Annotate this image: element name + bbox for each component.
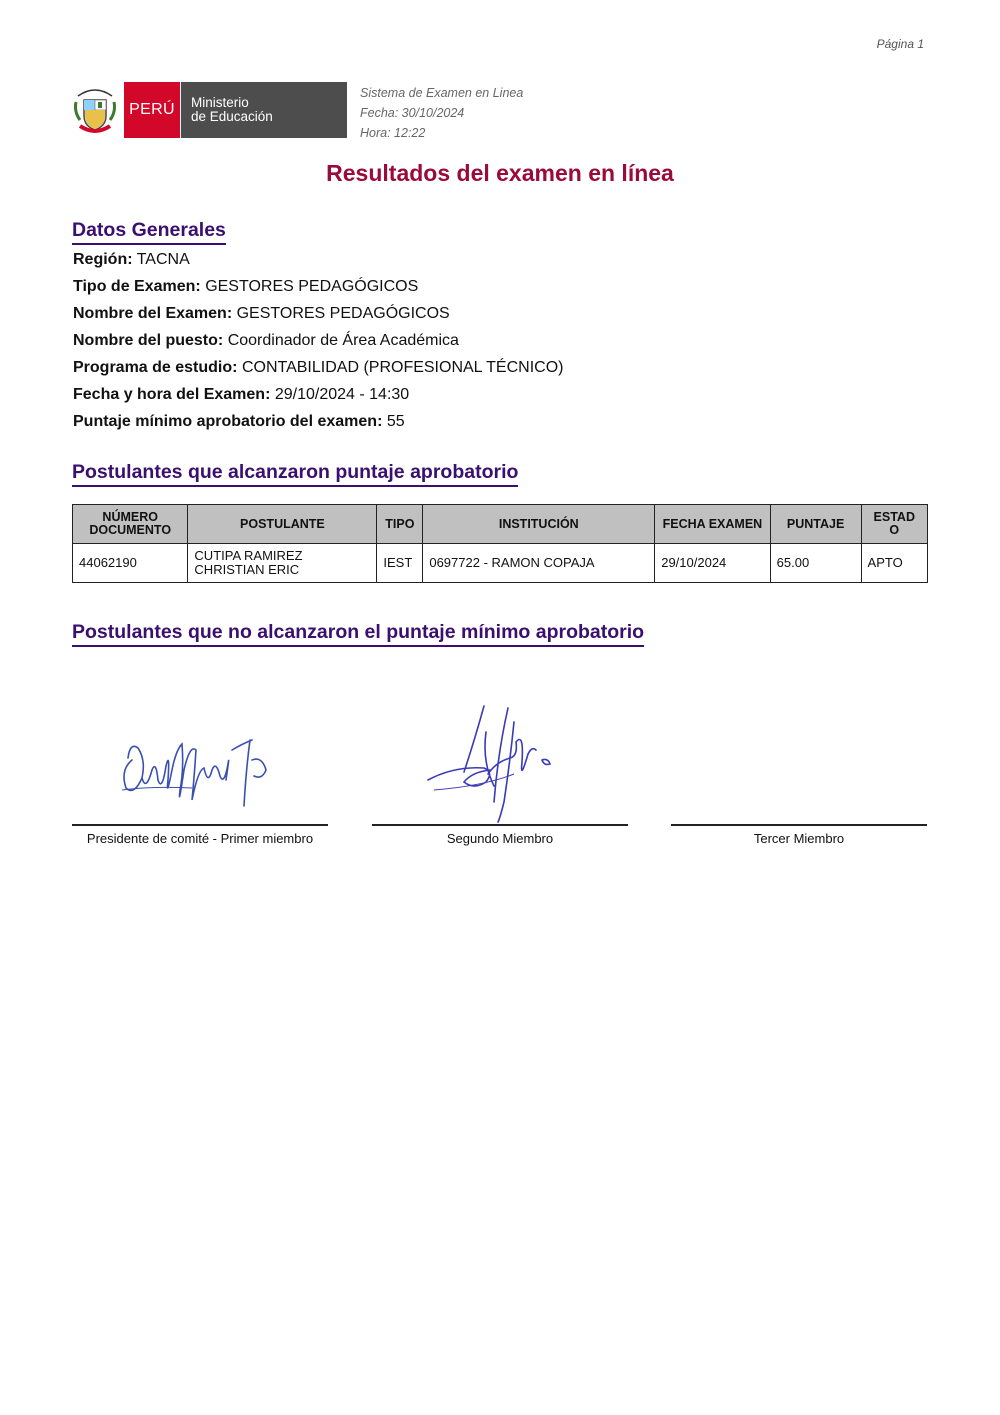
peru-logo-block: PERÚ (124, 82, 180, 138)
ministry-name-block (181, 82, 347, 138)
field-value: TACNA (136, 251, 190, 268)
field-position-name (73, 327, 563, 354)
field-exam-name (73, 300, 563, 327)
system-info (360, 83, 523, 143)
field-value: Coordinador de Área Académica (227, 332, 459, 349)
col-score: PUNTAJE (770, 505, 861, 544)
col-institution: INSTITUCIÓN (423, 505, 655, 544)
cell-exam-date: 29/10/2024 (655, 544, 770, 583)
field-label: Tipo de Examen: (73, 278, 201, 295)
first-signature-icon (112, 730, 282, 822)
ministry-name-line1: Ministerio (191, 95, 249, 110)
col-applicant: POSTULANTE (188, 505, 377, 544)
signature-block-third (671, 824, 927, 846)
general-data-heading: Datos Generales (72, 218, 226, 245)
signature-line (72, 824, 328, 826)
approved-results-table (72, 504, 928, 583)
col-exam-date: FECHA EXAMEN (655, 505, 770, 544)
cell-status: APTO (861, 544, 927, 583)
cell-institution: 0697722 - RAMON COPAJA (423, 544, 655, 583)
signature-label-third: Tercer Miembro (753, 831, 845, 846)
field-label: Región: (73, 251, 133, 268)
field-label: Nombre del Examen: (73, 305, 233, 322)
col-type: TIPO (377, 505, 423, 544)
field-exam-datetime (73, 381, 563, 408)
signature-label-first: Presidente de comité - Primer miembro (86, 831, 314, 846)
field-label: Nombre del puesto: (73, 332, 224, 349)
cell-type: IEST (377, 544, 423, 583)
field-region (73, 246, 563, 273)
print-time: Hora: 12:22 (360, 126, 426, 140)
cell-applicant: CUTIPA RAMIREZ CHRISTIAN ERIC (188, 544, 377, 583)
field-label: Puntaje mínimo aprobatorio del examen: (73, 413, 383, 430)
ministry-logo (72, 82, 347, 138)
field-value: GESTORES PEDAGÓGICOS (205, 278, 419, 295)
field-study-program (73, 354, 563, 381)
general-data-fields (73, 246, 563, 435)
print-date: Fecha: 30/10/2024 (360, 106, 465, 120)
not-approved-heading: Postulantes que no alcanzaron el puntaje mínimo aprobatorio (72, 620, 644, 647)
coat-of-arms-icon (72, 82, 118, 138)
table-header-row (73, 505, 928, 544)
table-row (73, 544, 928, 583)
field-value: 55 (386, 413, 405, 430)
field-value: 29/10/2024 - 14:30 (274, 386, 410, 403)
system-name: Sistema de Examen en Linea (360, 86, 524, 100)
cell-score: 65.00 (770, 544, 861, 583)
field-label: Programa de estudio: (73, 359, 238, 376)
field-value: CONTABILIDAD (PROFESIONAL TÉCNICO) (241, 359, 564, 376)
col-status: ESTAD O (861, 505, 927, 544)
field-label: Fecha y hora del Examen: (73, 386, 271, 403)
ministry-name-line2: de Educación (191, 109, 273, 124)
signature-line (671, 824, 927, 826)
cell-document-number: 44062190 (73, 544, 188, 583)
page-number: Página 1 (876, 37, 924, 51)
signature-block-second (372, 824, 628, 846)
col-document-number: NÚMERO DOCUMENTO (73, 505, 188, 544)
signature-line (372, 824, 628, 826)
field-value: GESTORES PEDAGÓGICOS (236, 305, 450, 322)
second-signature-icon (424, 702, 564, 824)
signature-block-first (72, 824, 328, 846)
approved-heading: Postulantes que alcanzaron puntaje aprobatorio (72, 460, 518, 487)
field-exam-type (73, 273, 563, 300)
page-title: Resultados del examen en línea (326, 160, 674, 186)
signature-label-second: Segundo Miembro (446, 831, 554, 846)
field-min-score (73, 408, 563, 435)
